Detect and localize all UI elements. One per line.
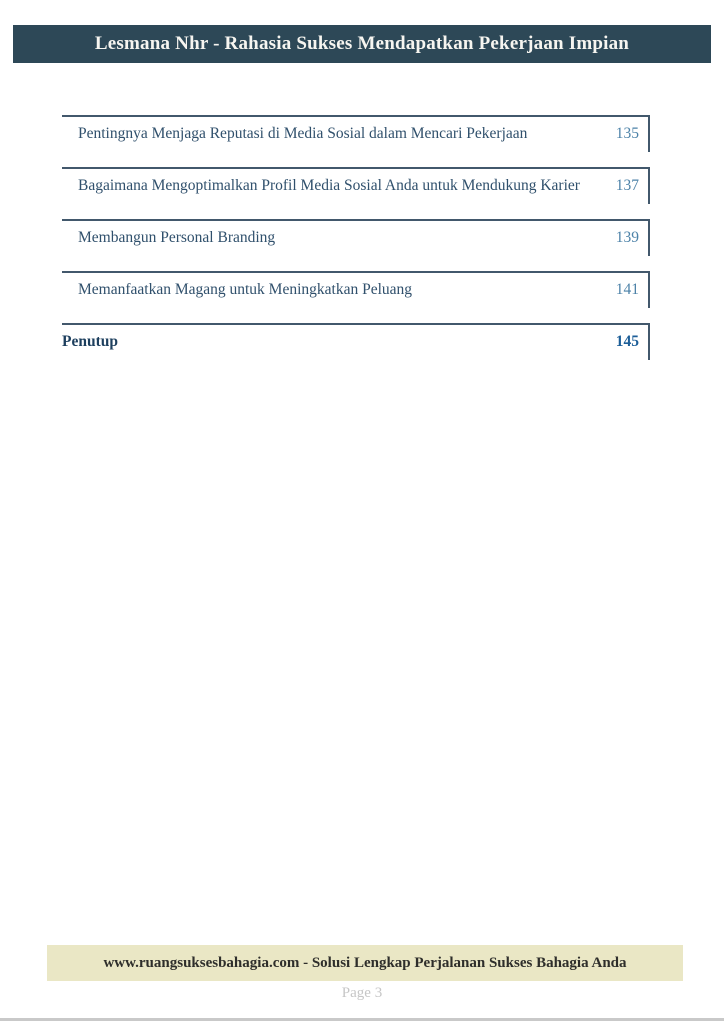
toc-page-number[interactable]: 137 xyxy=(615,177,639,194)
toc-entry[interactable] xyxy=(62,167,650,204)
page-number-label: Page 3 xyxy=(341,985,383,1001)
toc-page-number[interactable]: 135 xyxy=(615,125,639,142)
table-of-contents xyxy=(62,115,650,360)
toc-entry-title[interactable]: Bagaimana Mengoptimalkan Profil Media Sosial Anda untuk Mendukung Karier xyxy=(78,177,580,194)
toc-page-number[interactable]: 145 xyxy=(615,333,639,350)
toc-entry-penutup[interactable] xyxy=(62,323,650,360)
toc-entry[interactable] xyxy=(62,271,650,308)
header-banner xyxy=(13,25,711,63)
document-title: Lesmana Nhr - Rahasia Sukses Mendapatkan Pekerjaan Impian xyxy=(94,33,630,54)
footer-site-line: www.ruangsuksesbahagia.com - Solusi Lengkap Perjalanan Sukses Bahagia Anda xyxy=(103,954,627,971)
toc-entry-title[interactable]: Pentingnya Menjaga Reputasi di Media Sosial dalam Mencari Pekerjaan xyxy=(78,125,528,142)
toc-entry-title[interactable]: Penutup xyxy=(62,333,118,350)
toc-entry-title[interactable]: Memanfaatkan Magang untuk Meningkatkan Peluang xyxy=(78,281,413,298)
toc-page-number[interactable]: 141 xyxy=(615,281,639,298)
toc-entry[interactable] xyxy=(62,115,650,152)
toc-page-number[interactable]: 139 xyxy=(615,229,639,246)
page-bottom-edge xyxy=(0,1018,724,1021)
footer-banner xyxy=(47,945,683,981)
toc-entry-title[interactable]: Membangun Personal Branding xyxy=(78,229,276,246)
toc-entry[interactable] xyxy=(62,219,650,256)
